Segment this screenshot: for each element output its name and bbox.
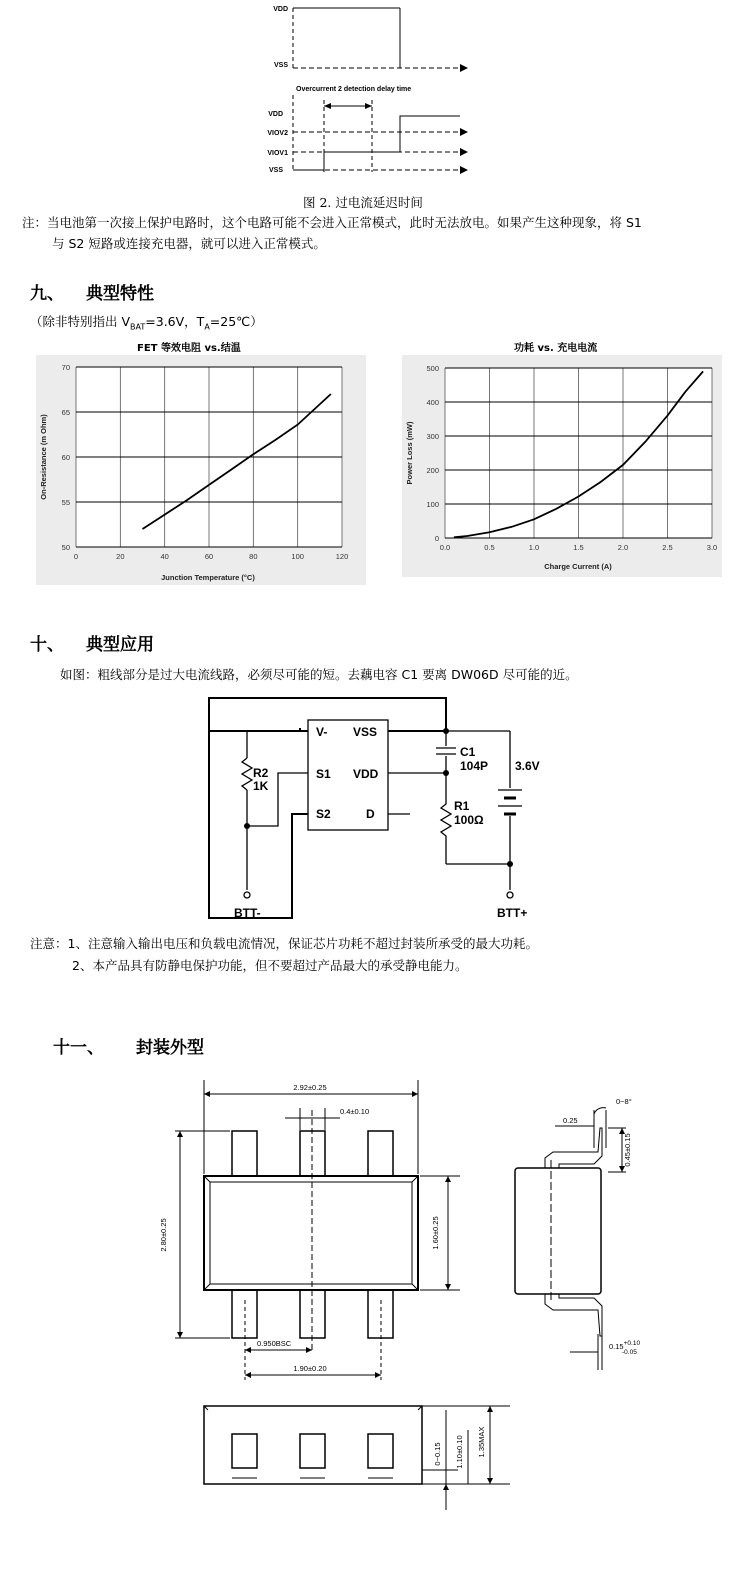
section11-title: 封装外型 [136,1038,204,1058]
dim-thickness: 0.15+0.10 [609,1340,641,1351]
chart2-ytick: 300 [426,432,439,441]
chart2-title: 功耗 vs. 充电电流 [514,343,598,354]
battery-voltage: 3.6V [515,759,540,773]
btt-plus-label: BTT+ [497,906,528,920]
c1-value: 104P [460,759,489,773]
section9-title: 典型特性 [86,284,154,304]
package-body-top [204,1176,418,1290]
chart2-xlabel: Charge Current (A) [544,562,612,571]
pin-vss: VSS [353,725,378,739]
dim-span: 1.90±0.20 [293,1364,327,1373]
chart1-on-resistance [36,355,366,585]
note2-line1: 注意：1、注意输入输出电压和负载电流情况，保证芯片功耗不超过封装所承受的最大功耗。 [30,936,538,951]
chart1-xlabel: Junction Temperature (°C) [161,573,255,582]
r1-label: R1 [454,799,470,813]
pin-s1: S1 [316,767,331,781]
c1-label: C1 [460,745,476,759]
pin-vdd: VDD [353,767,379,781]
lead-top-3 [368,1131,393,1176]
chart1-ytick: 65 [61,408,70,417]
label-vdd-top: VDD [273,6,288,13]
chart1-ylabel: On-Resistance (m Ohm) [39,414,48,500]
chart1-xtick: 0 [73,552,79,561]
application-circuit [200,690,560,930]
section9-number: 九、 [30,284,64,304]
dim-foot: 0.45±0.15 [623,1133,632,1167]
chart2-ytick: 500 [426,364,439,373]
dim-width: 2.92±0.25 [293,1083,327,1092]
package-body-front [204,1406,422,1484]
chart2-xtick: 1.5 [573,543,584,552]
chart2-xtick: 0.5 [484,543,495,552]
section11-number: 十一、 [53,1038,104,1058]
chart1-xtick: 40 [160,552,169,561]
section10-title: 典型应用 [86,635,154,655]
section10-desc: 如图：粗线部分是过大电流线路，必须尽可能的短。去藕电容 C1 要离 DW06D 尽可能的近。 [60,667,578,682]
chart2-xtick: 1.0 [528,543,540,552]
chart2-ytick: 100 [426,500,439,509]
pin-d: D [366,807,375,821]
chart2-ytick: 0 [434,534,439,543]
chart1-ytick: 60 [61,453,70,462]
chart2-ytick: 400 [426,398,439,407]
chart1-ytick: 70 [61,363,70,372]
pin-s2: S2 [316,807,331,821]
r2-value: 1K [253,779,269,793]
dim-body-thickness: 1.10±0.10 [455,1435,464,1469]
note1-line2: 与 S2 短路或连接充电器，就可以进入正常模式。 [52,236,326,251]
chart1-xtick: 20 [116,552,125,561]
note2-line2: 2、本产品具有防静电保护功能，但不要超过产品最大的承受静电能力。 [72,958,468,973]
label-vss-top: VSS [273,62,288,69]
dim-total-height: 2.80±0.25 [159,1218,168,1252]
chart1-xtick: 100 [291,552,304,561]
package-body-side [515,1168,601,1294]
dim-pitch: 0.950BSC [257,1339,292,1348]
chart1-xtick: 80 [249,552,258,561]
chart1-xtick: 60 [204,552,214,561]
dim-standoff: 0~0.15 [433,1442,442,1466]
note1-line1: 注：当电池第一次接上保护电路时，这个电路可能不会进入正常模式，此时无法放电。如果产生这种现象，将 S1 [22,215,642,230]
timing-title: Overcurrent 2 detection delay time [296,86,412,93]
dim-thickness-minus: -0.05 [622,1349,637,1356]
chart2-power-loss [402,355,722,577]
figure-caption: 图 2. 过电流延迟时间 [303,195,423,210]
chart2-xtick: 0.0 [439,543,451,552]
chart1-title: FET 等效电阻 vs.结温 [137,343,241,354]
dim-lead-width: 0.4±0.10 [340,1107,370,1116]
label-viov1: VIOV1 [267,150,288,157]
package-drawing [150,1070,680,1520]
label-vdd: VDD [268,111,283,118]
section10-number: 十、 [30,635,64,655]
dim-body-height: 1.60±0.25 [431,1216,440,1250]
timing-diagram [0,0,750,190]
chart1-ytick: 55 [61,498,70,507]
dim-lead-length: 0.25 [563,1116,578,1125]
lead-top-1 [232,1131,257,1176]
chart2-ytick: 200 [426,466,439,475]
section9-condition: （除非特别指出 $V_{BAT}=3.6V$，$T_A=25℃$） [30,314,263,332]
chart1-xtick: 120 [335,552,349,561]
r1-value: 100Ω [454,813,484,827]
chart2-xtick: 2.5 [662,543,673,552]
chart2-ylabel: Power Loss (mW) [405,421,414,485]
btt-minus-label: BTT- [234,906,261,920]
chart2-xtick: 3.0 [706,543,718,552]
label-vss: VSS [268,167,283,174]
dim-angle: 0~8° [616,1097,632,1106]
chart1-ytick: 50 [61,543,70,552]
chart2-xtick: 2.0 [617,543,629,552]
pin-vminus: V- [316,725,328,739]
dim-max-height: 1.35MAX [477,1426,486,1458]
r2-label: R2 [253,766,269,780]
label-viov2: VIOV2 [267,130,288,137]
